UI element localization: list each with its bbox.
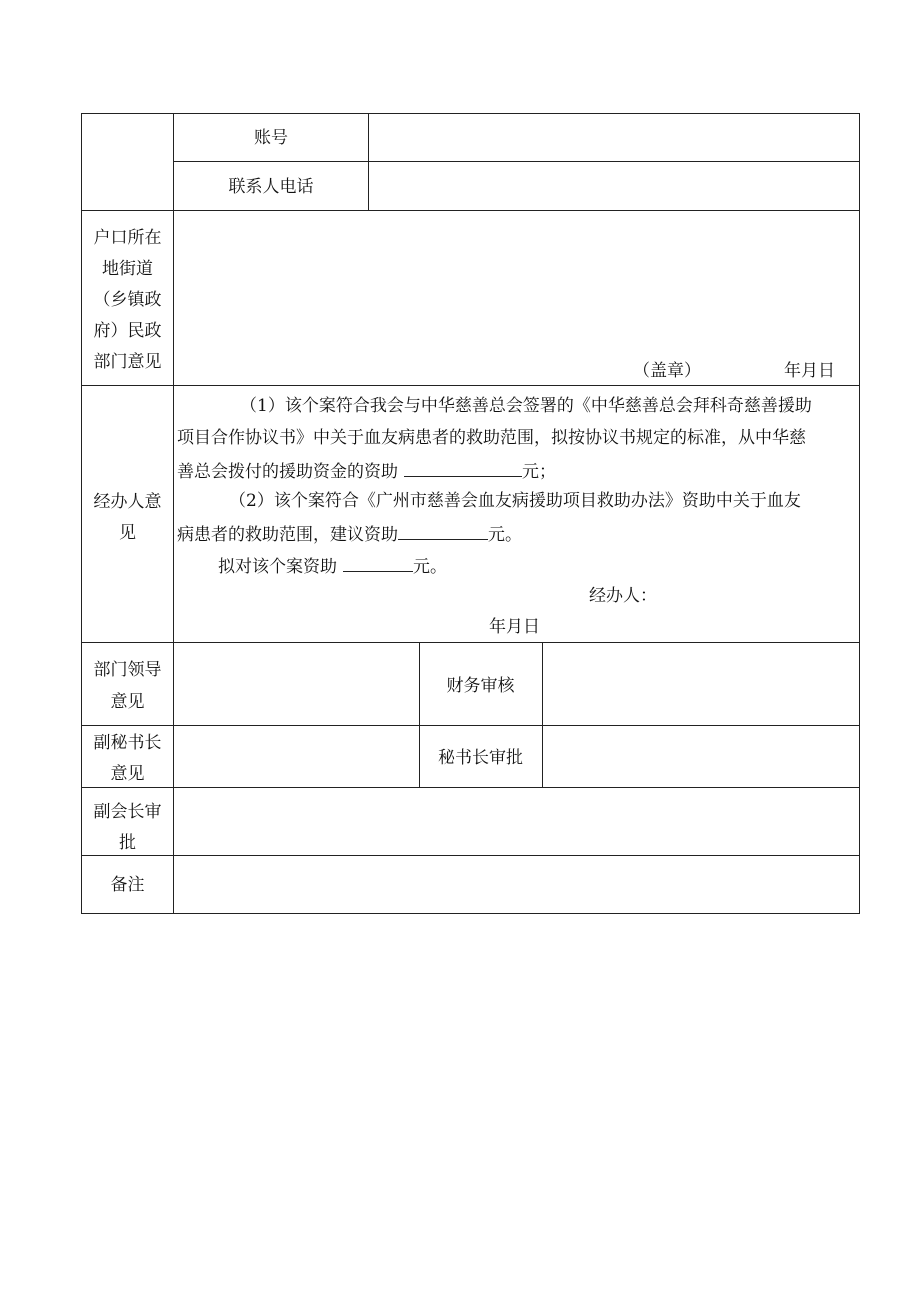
divider-remarks-top	[82, 855, 860, 856]
handler-label-line-2: 见	[119, 523, 136, 543]
proposed-line	[218, 556, 447, 576]
divider-deputy-top	[82, 725, 860, 726]
contact-phone-label: 联系人电话	[228, 177, 314, 197]
amount-blank-2[interactable]	[398, 524, 488, 540]
dept-leader-line-1: 部门领导	[93, 660, 162, 680]
street-date: 年月日	[784, 361, 835, 381]
street-label-line-3: （乡镇政	[93, 290, 162, 310]
divider-vice-top	[82, 787, 860, 788]
finance-review-label: 财务审核	[446, 676, 515, 696]
deputy-secgen-line-2: 意见	[110, 764, 145, 784]
handler-sign: 经办人：	[589, 586, 657, 606]
proposed-text: 拟对该个案资助	[218, 557, 337, 577]
secgen-approval-label: 秘书长审批	[438, 748, 523, 768]
remarks-label: 备注	[110, 875, 145, 895]
handler-para1-line-3-text: 善总会拨付的援助资金的资助	[177, 462, 398, 482]
street-label-line-1: 户口所在	[93, 228, 162, 248]
divider-dept-top	[82, 642, 860, 643]
account-label: 账号	[254, 128, 288, 148]
deputy-secgen-line-1: 副秘书长	[93, 733, 162, 753]
divider-handler-top	[82, 385, 860, 386]
handler-para1-line-1: （1）该个案符合我会与中华慈善总会签署的《中华慈善总会拜科奇慈善援助	[240, 396, 812, 416]
street-label-line-2: 地街道	[102, 259, 153, 279]
handler-para2-line-2	[177, 524, 522, 544]
vice-president-line-2: 批	[119, 833, 136, 853]
handler-label-line-1: 经办人意	[93, 492, 162, 512]
street-label-line-4: 府）民政	[93, 321, 162, 341]
divider-label-column	[173, 114, 174, 914]
yuan-period-2: 元。	[413, 557, 447, 577]
street-label-line-5: 部门意见	[93, 352, 162, 372]
divider-street-top	[82, 210, 860, 211]
application-form-table	[81, 113, 860, 914]
divider-mid-column-right	[542, 642, 543, 788]
handler-para1-line-2: 项目合作协议书》中关于血友病患者的救助范围，拟按协议书规定的标准，从中华慈	[177, 428, 806, 448]
divider-account-column	[368, 114, 369, 211]
amount-blank-1[interactable]	[404, 461, 522, 477]
yuan-period: 元。	[488, 525, 522, 545]
seal-text: （盖章）	[633, 361, 701, 381]
amount-blank-3[interactable]	[343, 556, 413, 572]
handler-para2-line-2-text: 病患者的救助范围，建议资助	[177, 525, 398, 545]
handler-para2-line-1: （2）该个案符合《广州市慈善会血友病援助项目救助办法》资助中关于血友	[229, 491, 801, 511]
handler-para1-line-3	[177, 461, 556, 481]
vice-president-line-1: 副会长审	[93, 802, 162, 822]
handler-date: 年月日	[489, 617, 540, 637]
yuan-semicolon: 元；	[522, 462, 556, 482]
divider-account-row	[174, 161, 860, 162]
dept-leader-line-2: 意见	[110, 692, 145, 712]
